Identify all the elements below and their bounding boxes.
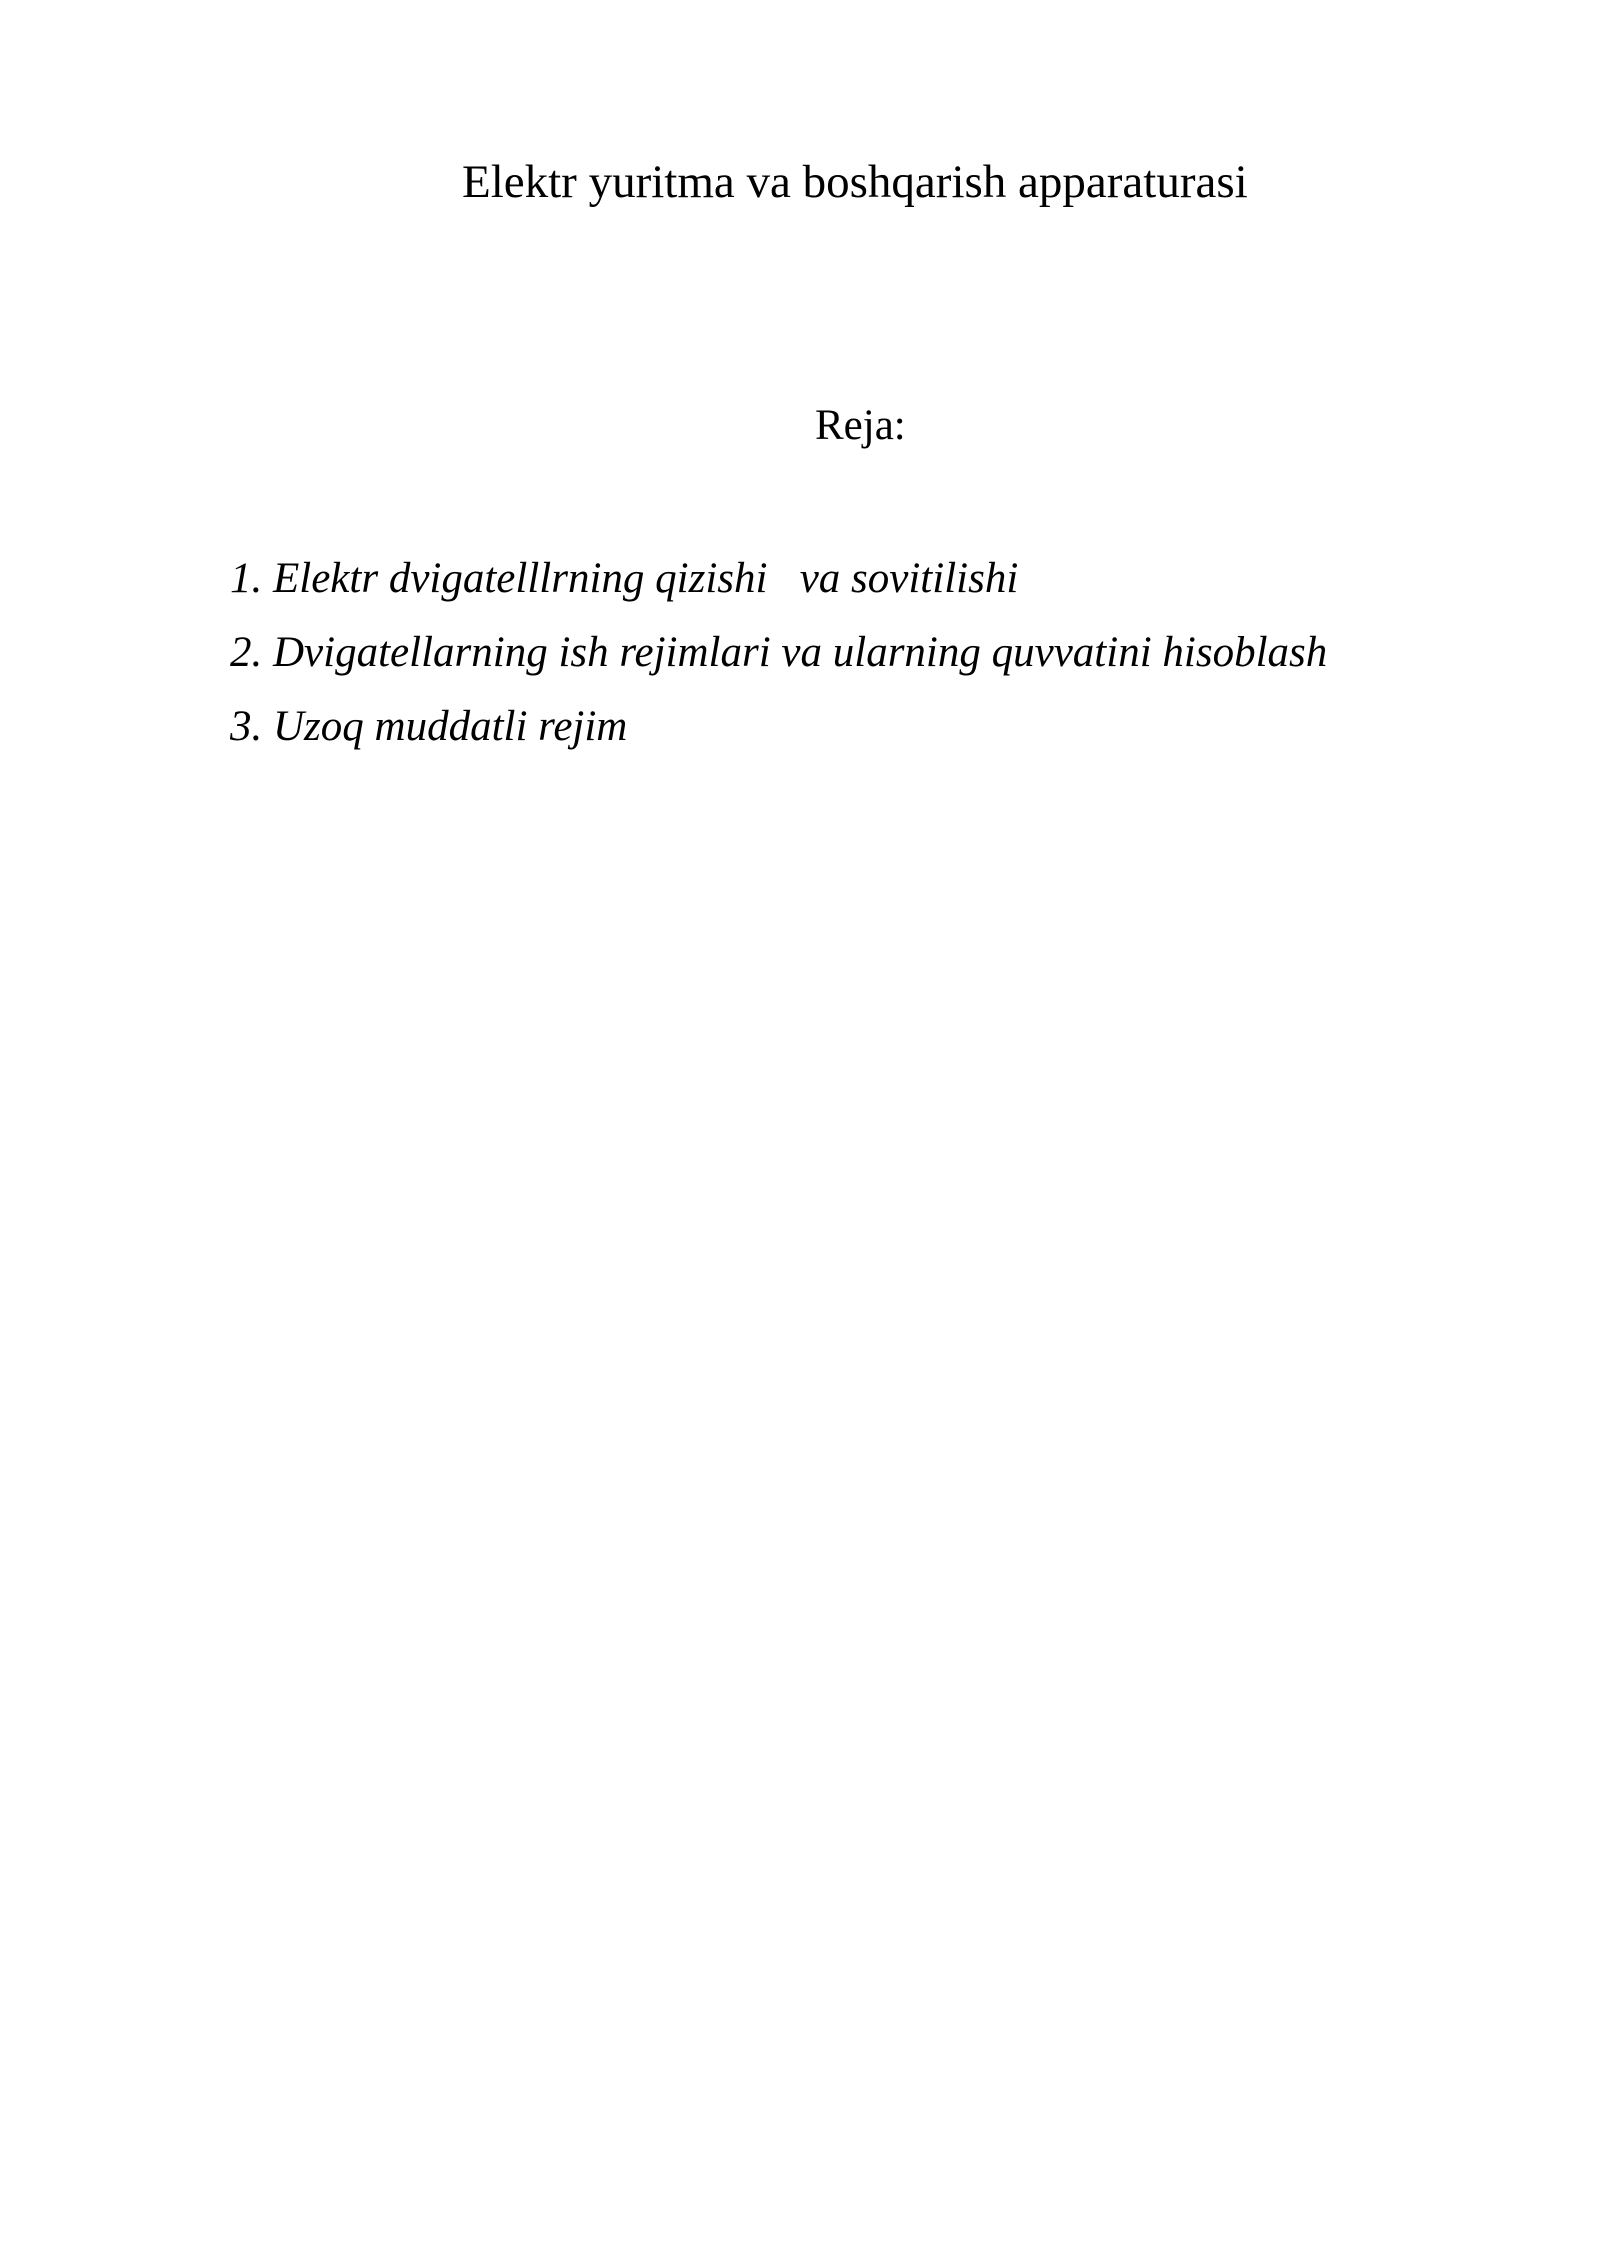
plan-item: 2. Dvigatellarning ish rejimlari va ularning quvvatini hisoblash [230, 629, 1328, 676]
plan-list [230, 542, 1327, 764]
plan-item: 1. Elektr dvigatelllrning qizishi va sovitilishi [230, 555, 1019, 602]
plan-item: 3. Uzoq muddatli rejim [230, 703, 628, 750]
document-title: Elektr yuritma va boshqarish apparaturasi [462, 156, 1248, 208]
plan-heading: Reja: [815, 402, 906, 449]
